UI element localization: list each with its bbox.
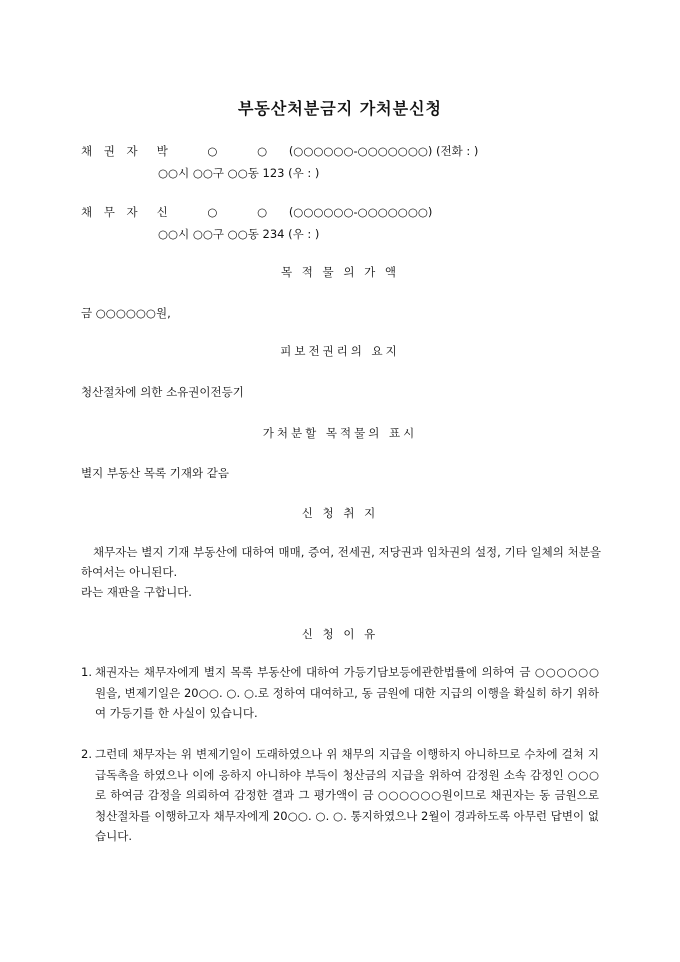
creditor-block (81, 140, 641, 184)
debtor-block (81, 201, 641, 245)
debtor-id: (○○○○○○-○○○○○○○) (288, 205, 433, 219)
reason-number-2: 2. (81, 747, 92, 761)
debtor-address: ○○시 ○○구 ○○동 234 (우 : ) (158, 227, 320, 241)
creditor-row (81, 140, 641, 162)
reason-text-2: 그런데 채무자는 위 변제기일이 도래하였으나 위 채무의 지급을 이행하지 아니하므로 수차에 걸쳐 지급독촉을 하였으나 이에 응하지 아니하야 부득이 청산금의 지급을 위하여 감정원 소속 감정인 ○○○로 하여금 감정을 의뢰하여 감정한 결과 그 평가액이 금 ○○○○○○원이므로 채권자는 동 금원으로 청산절차를 이행하고자 채무자에게 20○○. ○. ○. 통지하였으나 2월이 경과하도록 아무런 답변이 없습니다. (95, 747, 599, 843)
creditor-role: 채 권 자 (81, 144, 142, 158)
reason-text-1: 채권자는 채무자에게 별지 목록 부동산에 대하여 가등기담보등에관한법률에 의하여 금 ○○○○○○원을, 변제기일은 20○○. ○. ○.로 정하여 대여하고, 동 금원에 대한 지급의 이행을 확실히 하기 위하여 가등기를 한 사실이 있습니다. (95, 665, 599, 720)
reason-item-2 (81, 744, 599, 847)
debtor-name: 신 ○ ○ (156, 205, 286, 219)
reason-item-1 (81, 662, 599, 724)
purpose-closing: 라는 재판을 구합니다. (81, 585, 192, 599)
object-text: 별지 부동산 목록 기재와 같음 (81, 466, 229, 480)
value-text: 금 ○○○○○○원, (81, 306, 171, 320)
debtor-role: 채 무 자 (81, 205, 142, 219)
reason-number-1: 1. (81, 665, 92, 679)
object-heading: 가처분할 목적물의 표시 (262, 426, 418, 440)
creditor-id: (○○○○○○-○○○○○○○) (전화 : ) (288, 144, 479, 158)
creditor-name: 박 ○ ○ (156, 144, 286, 158)
creditor-address: ○○시 ○○구 ○○동 123 (우 : ) (158, 166, 320, 180)
value-heading: 목 적 물 의 가 액 (281, 265, 399, 279)
purpose-heading: 신 청 취 지 (301, 506, 379, 520)
reason-heading: 신 청 이 유 (301, 627, 379, 641)
purpose-text (81, 542, 601, 582)
right-text: 청산절차에 의한 소유권이전등기 (81, 385, 244, 399)
document-title: 부동산처분금지 가처분신청 (237, 99, 443, 118)
debtor-row (81, 201, 641, 223)
purpose-text-body: 채무자는 별지 기재 부동산에 대하여 매매, 증여, 전세권, 저당권과 임차권의 설정, 기타 일체의 처분을 하여서는 아니된다. (81, 545, 601, 579)
right-heading: 피보전권리의 요지 (280, 344, 400, 358)
